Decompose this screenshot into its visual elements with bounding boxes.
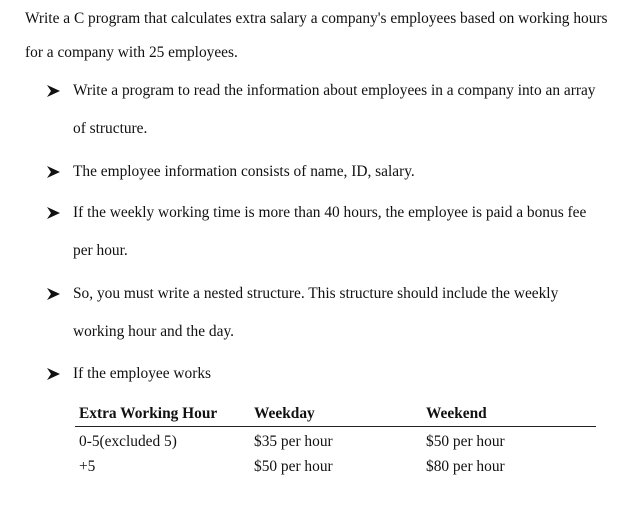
bullet-text: So, you must write a nested structure. This structure should include the weekly working hour and the day.	[73, 285, 559, 340]
table-row	[75, 454, 596, 479]
column-header: Extra Working Hour	[75, 402, 254, 427]
column-header: Weekday	[254, 402, 426, 427]
table-row	[75, 427, 596, 455]
bullet-text: If the weekly working time is more than 40 hours, the employee is paid a bonus fee per hour.	[73, 204, 587, 259]
bullet-text: The employee information consists of name, ID, salary.	[73, 163, 415, 180]
table-cell: $35 per hour	[254, 432, 333, 450]
table-header-row	[75, 402, 596, 427]
arrow-bullet-icon	[46, 72, 62, 110]
table-cell: $50 per hour	[426, 432, 505, 450]
bullet-item	[46, 275, 606, 351]
bullet-text: If the employee works	[73, 365, 212, 382]
arrow-bullet-icon	[46, 194, 62, 232]
bullet-item	[46, 355, 606, 393]
table-cell: $80 per hour	[426, 457, 505, 475]
bullet-item	[46, 153, 606, 191]
arrow-bullet-icon	[46, 355, 62, 393]
bullet-item	[46, 194, 606, 270]
bullet-text: Write a program to read the information about employees in a company into an array of structure.	[73, 82, 596, 137]
intro-paragraph: Write a C program that calculates extra salary a company's employees based on working hours for a company with 25 employees.	[25, 10, 608, 61]
arrow-bullet-icon	[46, 153, 62, 191]
bullet-item	[46, 72, 606, 148]
arrow-bullet-icon	[46, 275, 62, 313]
column-header: Weekend	[426, 402, 596, 427]
table-cell: +5	[79, 457, 96, 475]
table-cell: $50 per hour	[254, 457, 333, 475]
overtime-rate-table	[75, 402, 596, 479]
table-cell: 0-5(excluded 5)	[79, 432, 177, 450]
